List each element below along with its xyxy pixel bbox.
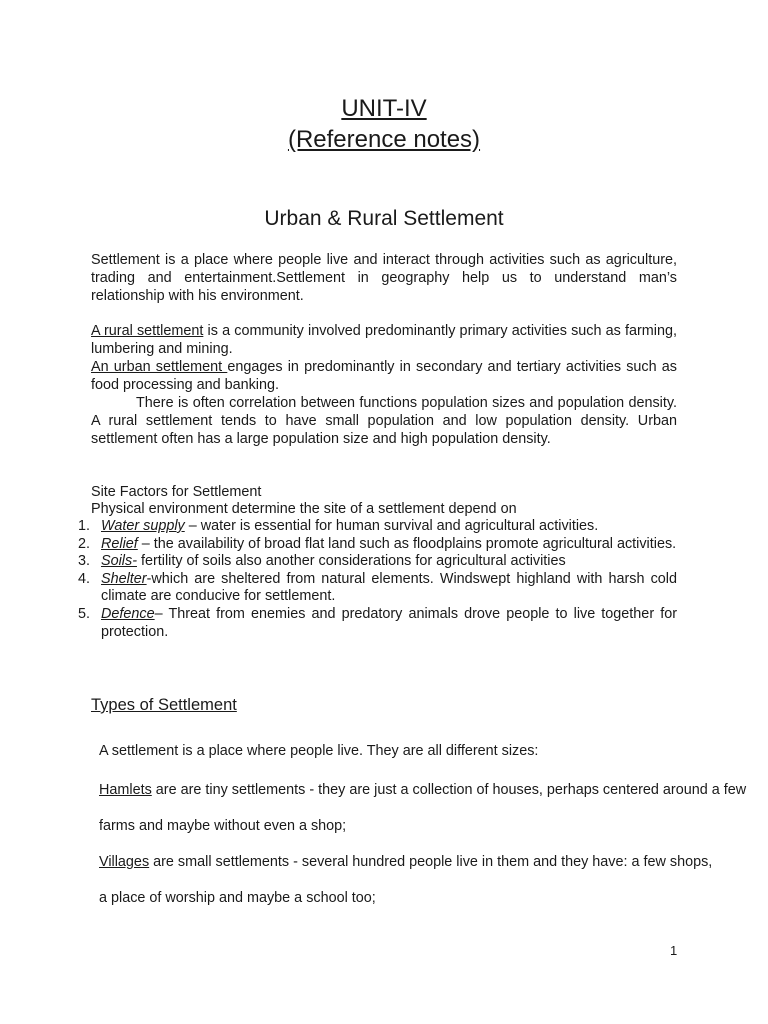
list-item: 4. Shelter-which are sheltered from natural elements. Windswept highland with harsh cold climate are conducive for settlement. <box>78 570 677 605</box>
rural-term: A rural settlement <box>91 323 204 339</box>
list-item: 1. Water supply – water is essential for human survival and agricultural activities. <box>78 518 599 534</box>
hamlets-continuation: farms and maybe without even a shop; <box>99 818 347 834</box>
types-intro <box>99 742 538 760</box>
hamlets-text: are are tiny settlements - they are just a collection of houses, perhaps centered around a few <box>151 782 747 798</box>
site-factors-heading: Site Factors for Settlement <box>91 484 262 500</box>
villages-term: Villages <box>99 854 150 870</box>
urban-text: engages in predominantly in secondary and tertiary activities such as food processing and banking. <box>91 359 678 393</box>
villages-line <box>99 853 712 871</box>
list-item: 3. Soils- fertility of soils also another considerations for agricultural activities <box>78 553 566 570</box>
intro-paragraph: Settlement is a place where people live and interact through activities such as agriculture, trading and entertainment.Settlement in geography help us to understand man’s relationship with his environment. <box>91 252 677 304</box>
types-heading: Types of Settlement <box>91 696 237 714</box>
villages-continuation: a place of worship and maybe a school too; <box>99 890 376 906</box>
section-title: Urban & Rural Settlement <box>264 207 504 230</box>
reference-notes-title: (Reference notes) <box>287 126 481 153</box>
urban-paragraph <box>91 358 677 394</box>
rural-paragraph <box>91 322 677 358</box>
urban-term: An urban settlement <box>91 359 228 375</box>
rural-text: is a community involved predominantly primary activities such as farming, lumbering and mining. <box>91 323 677 357</box>
hamlets-term: Hamlets <box>99 782 152 798</box>
site-factors-intro: Physical environment determine the site of a settlement depend on <box>91 501 517 517</box>
unit-title: UNIT-IV <box>341 95 427 122</box>
list-item: 2. Relief – the availability of broad flat land such as floodplains promote agricultural activities. <box>78 535 677 552</box>
site-factors-list <box>78 518 677 641</box>
hamlets-line <box>99 781 746 799</box>
page-number: 1 <box>670 943 678 958</box>
correlation-paragraph: There is often correlation between functions population sizes and population density. A rural settlement tends to have small population and low population density. Urban settlement often has a large population size and high population density. <box>91 395 677 447</box>
list-item: 5. Defence– Threat from enemies and predatory animals drove people to live together for protection. <box>78 605 677 640</box>
villages-text: are small settlements - several hundred people live in them and they have: a few shops, <box>149 854 713 870</box>
types-intro-rest: They are all different sizes: <box>362 743 539 759</box>
types-intro-bold: A settlement is a place where people live. <box>99 743 363 759</box>
